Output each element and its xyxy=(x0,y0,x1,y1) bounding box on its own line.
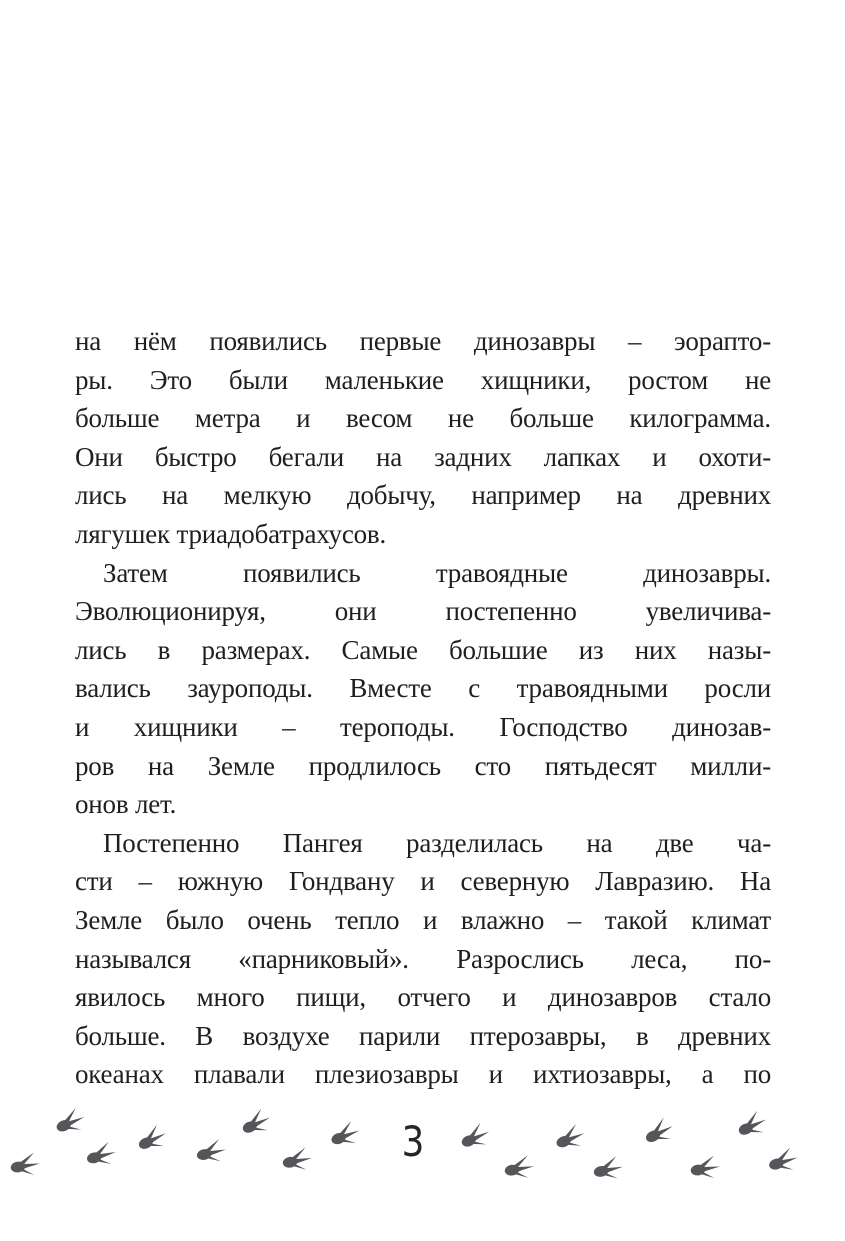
text-line: Они быстро бегали на задних лапках и охоти- xyxy=(75,441,771,472)
dino-footprint-icon xyxy=(551,1120,589,1155)
text-line: явилось много пищи, отчего и динозавров стало xyxy=(75,982,771,1013)
dino-footprint-icon xyxy=(326,1117,364,1152)
dino-footprint-icon xyxy=(733,1107,772,1143)
dino-footprint-icon xyxy=(765,1144,802,1178)
dino-footprint-icon xyxy=(133,1121,172,1158)
dino-footprint-icon xyxy=(591,1153,626,1184)
text-line: океанах плавали плезиозавры и ихтиозавры, а по xyxy=(75,1059,771,1090)
text-line: онов лет. xyxy=(75,789,177,820)
page-footer xyxy=(0,1100,845,1210)
text-line: больше метра и весом не больше килограмма. xyxy=(75,403,771,434)
text-line: больше. В воздухе парили птерозавры, в древних xyxy=(75,1020,771,1051)
text-line: сти – южную Гондвану и северную Лавразию. На xyxy=(75,866,771,897)
page-number: 3 xyxy=(401,1117,425,1166)
text-line: Постепенно Пангея разделилась на две ча- xyxy=(103,827,771,858)
dino-footprint-icon xyxy=(688,1153,722,1183)
text-line: вались зауроподы. Вместе с травоядными росли xyxy=(75,673,771,704)
dino-footprint-icon xyxy=(194,1136,230,1168)
dino-footprint-icon xyxy=(237,1105,276,1141)
text-line: лись в размерах. Самые большие из них назы- xyxy=(75,634,771,665)
text-line: назывался «парниковый». Разрослись леса, по- xyxy=(75,943,771,974)
dino-footprint-icon xyxy=(502,1153,537,1184)
text-line: и хищники – тероподы. Господство динозав- xyxy=(75,711,771,742)
dino-footprint-icon xyxy=(83,1139,119,1172)
dino-footprint-icon xyxy=(8,1150,42,1180)
text-line: на нём появились первые динозавры – эорапто- xyxy=(75,326,771,356)
dino-footprint-icon xyxy=(51,1104,89,1140)
text-line: Земле было очень тепло и влажно – такой климат xyxy=(75,904,771,935)
text-line: лягушек триадобатрахусов. xyxy=(75,518,386,549)
text-line: ров на Земле продлилось сто пятьдесят милли- xyxy=(75,750,771,781)
text-line: ры. Это были маленькие хищники, ростом не xyxy=(75,364,771,395)
text-block xyxy=(75,322,771,1094)
dino-footprint-icon xyxy=(640,1114,679,1151)
dino-footprint-icon xyxy=(456,1119,495,1155)
dino-footprint-icon xyxy=(280,1145,315,1176)
text-line: Эволюционируя, они постепенно увеличива- xyxy=(75,596,771,627)
text-line: Затем появились травоядные динозавры. xyxy=(103,557,771,588)
text-line: лись на мелкую добычу, например на древних xyxy=(75,480,771,511)
